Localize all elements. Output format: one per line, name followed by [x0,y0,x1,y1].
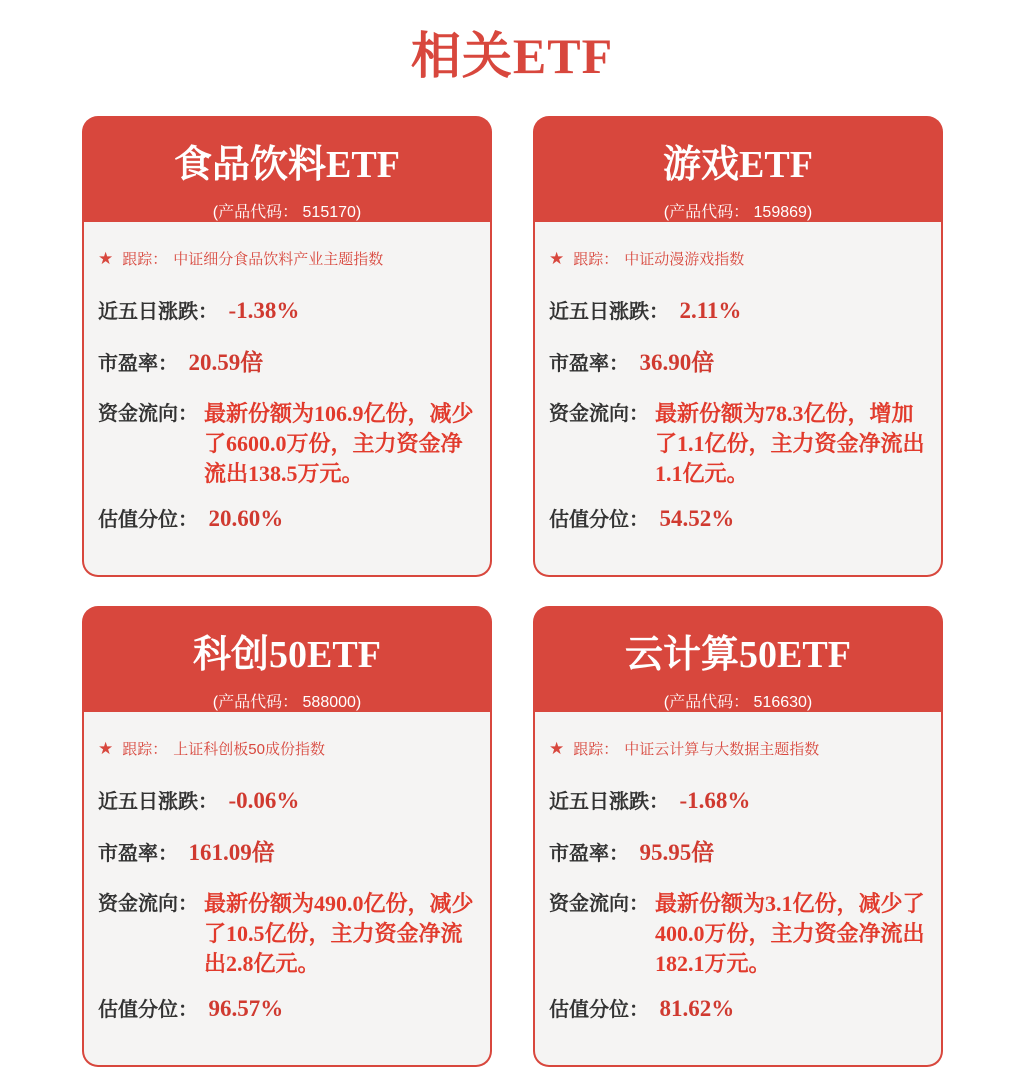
tracking-label: 跟踪： [573,741,619,758]
fund-flow-row [549,889,925,979]
etf-card-food-beverage [82,116,492,576]
card-body [82,712,492,1067]
card-body [533,222,943,577]
tracking-index: 中证云计算与大数据主题指数 [624,741,820,758]
tracking-index: 中证动漫游戏指数 [624,251,745,268]
five-day-change-label: 近五日涨跌： [98,301,218,323]
pe-ratio-value: 20.59倍 [188,350,264,375]
pe-ratio-row [98,347,474,381]
page-title: 相关ETF [410,28,614,84]
valuation-percentile-row [549,993,925,1027]
valuation-percentile-row [98,993,474,1027]
valuation-percentile-row [549,503,925,537]
five-day-change-label: 近五日涨跌： [549,301,669,323]
tracking-row [549,248,925,269]
card-product-code: (产品代码： 159869) [663,204,813,221]
pe-ratio-value: 95.95倍 [639,840,715,865]
pe-ratio-row [98,837,474,871]
five-day-change-row [98,785,474,819]
tracking-label: 跟踪： [122,251,168,268]
pe-ratio-label: 市盈率： [98,353,178,375]
pe-ratio-label: 市盈率： [549,353,629,375]
valuation-percentile-label: 估值分位： [549,509,649,531]
star-icon: ★ [549,739,565,758]
star-icon: ★ [98,249,114,268]
five-day-change-value: -1.38% [228,298,300,323]
tracking-index: 上证科创板50成份指数 [173,741,325,758]
fund-flow-value: 最新份额为3.1亿份，减少了400.0万份，主力资金净流出182.1万元。 [655,891,925,976]
tracking-index: 中证细分食品饮料产业主题指数 [173,251,384,268]
card-product-code: (产品代码： 588000) [212,694,362,711]
fund-flow-value: 最新份额为490.0亿份，减少了10.5亿份，主力资金净流出2.8亿元。 [204,891,474,976]
etf-card-cloud50 [533,606,943,1066]
fund-flow-label: 资金流向： [98,893,198,915]
valuation-percentile-value: 20.60% [208,506,284,531]
five-day-change-row [98,295,474,329]
tracking-row [98,738,474,759]
valuation-percentile-label: 估值分位： [98,509,198,531]
card-body [82,222,492,577]
card-header [82,116,492,222]
pe-ratio-value: 36.90倍 [639,350,715,375]
card-header [82,606,492,712]
valuation-percentile-label: 估值分位： [98,999,198,1021]
fund-flow-label: 资金流向： [549,893,649,915]
five-day-change-value: -1.68% [679,788,751,813]
pe-ratio-row [549,347,925,381]
card-title: 游戏ETF [663,144,813,186]
card-body [533,712,943,1067]
five-day-change-value: -0.06% [228,788,300,813]
card-title: 云计算50ETF [625,634,851,676]
valuation-percentile-value: 96.57% [208,996,284,1021]
etf-card-star50 [82,606,492,1066]
card-header [533,116,943,222]
valuation-percentile-value: 81.62% [659,996,735,1021]
card-header [533,606,943,712]
tracking-label: 跟踪： [573,251,619,268]
star-icon: ★ [98,739,114,758]
fund-flow-value: 最新份额为106.9亿份，减少了6600.0万份，主力资金净流出138.5万元。 [204,401,474,486]
valuation-percentile-row [98,503,474,537]
pe-ratio-label: 市盈率： [98,843,178,865]
pe-ratio-value: 161.09倍 [188,840,275,865]
star-icon: ★ [549,249,565,268]
fund-flow-row [98,399,474,489]
valuation-percentile-value: 54.52% [659,506,735,531]
tracking-label: 跟踪： [122,741,168,758]
five-day-change-label: 近五日涨跌： [549,791,669,813]
card-title: 食品饮料ETF [174,144,400,186]
five-day-change-label: 近五日涨跌： [98,791,218,813]
fund-flow-value: 最新份额为78.3亿份，增加了1.1亿份，主力资金净流出1.1亿元。 [655,401,925,486]
card-product-code: (产品代码： 515170) [212,204,362,221]
tracking-row [549,738,925,759]
fund-flow-label: 资金流向： [98,403,198,425]
tracking-row [98,248,474,269]
five-day-change-row [549,295,925,329]
five-day-change-row [549,785,925,819]
fund-flow-row [549,399,925,489]
pe-ratio-label: 市盈率： [549,843,629,865]
valuation-percentile-label: 估值分位： [549,999,649,1021]
five-day-change-value: 2.11% [679,298,742,323]
pe-ratio-row [549,837,925,871]
card-product-code: (产品代码： 516630) [663,694,813,711]
etf-card-game [533,116,943,576]
card-title: 科创50ETF [193,634,381,676]
fund-flow-label: 资金流向： [549,403,649,425]
etf-card-grid [0,116,1024,1066]
fund-flow-row [98,889,474,979]
